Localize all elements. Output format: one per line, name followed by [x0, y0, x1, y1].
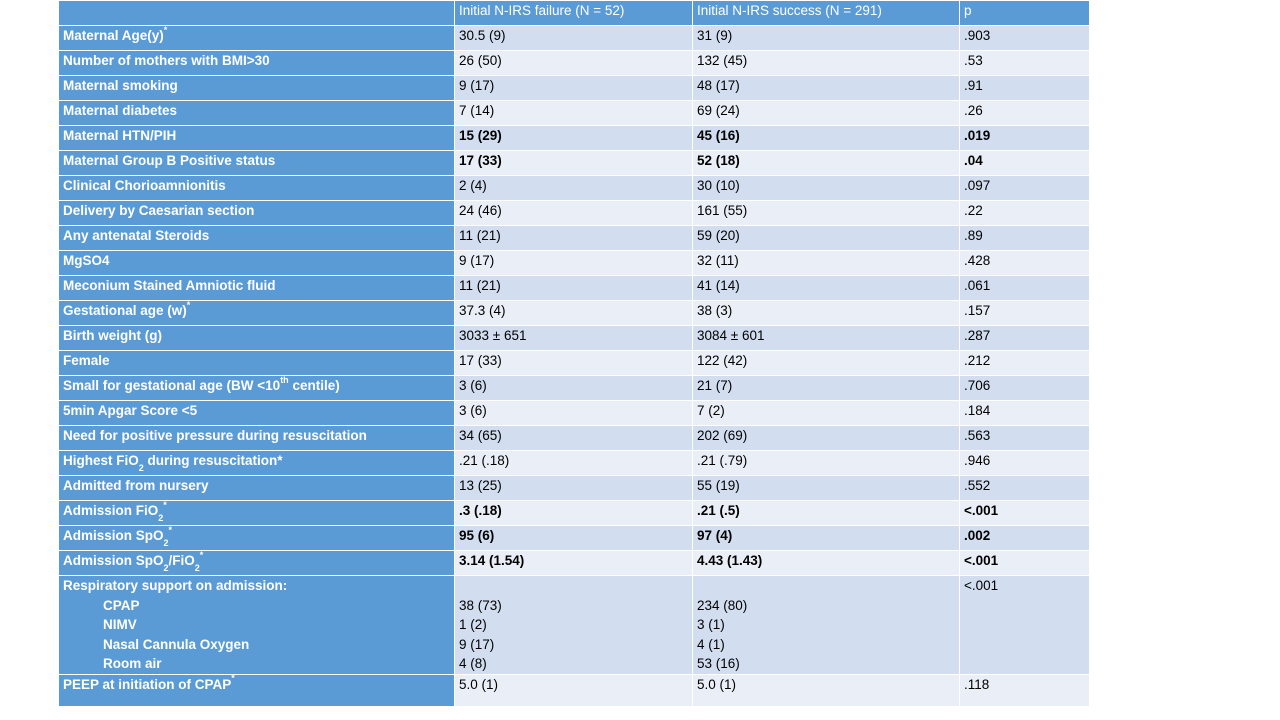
label-text: /FiO: [168, 553, 195, 568]
label-text: during resuscitation*: [143, 453, 283, 468]
label-text: 5min Apgar Score <5: [63, 403, 198, 418]
label-text: Meconium Stained Amniotic fluid: [63, 278, 276, 293]
label-superscript: th: [280, 375, 289, 385]
table-row: [59, 451, 1090, 476]
label-subscript: 2: [163, 562, 169, 573]
cell-p: .89: [960, 226, 1090, 251]
row-label: [59, 276, 455, 301]
label-subscript: 2: [194, 562, 200, 573]
label-text: Maternal Group B Positive status: [63, 153, 276, 168]
label-text: Any antenatal Steroids: [63, 228, 210, 243]
row-label: [59, 401, 455, 426]
table-row: [59, 351, 1090, 376]
header-cell-variable: [59, 1, 455, 26]
cell-p: .184: [960, 401, 1090, 426]
cell-value: 4 (8): [459, 656, 487, 671]
table-row: [59, 251, 1090, 276]
label-text: Respiratory support on admission:: [63, 578, 288, 593]
cell-failure: [455, 576, 693, 675]
cell-failure: 7 (14): [455, 101, 693, 126]
cell-failure: 15 (29): [455, 126, 693, 151]
label-superscript: *: [231, 674, 235, 683]
table-row: [59, 51, 1090, 76]
cell-success: 3084 ± 601: [693, 326, 960, 351]
cell-failure: 3 (6): [455, 376, 693, 401]
table-body: [59, 26, 1090, 707]
label-text: Admitted from nursery: [63, 478, 209, 493]
cell-failure: .3 (.18): [455, 501, 693, 526]
label-text: Maternal Age(y): [63, 28, 164, 43]
cell-p: .002: [960, 526, 1090, 551]
label-text: centile): [288, 378, 340, 393]
cell-p: <.001: [960, 551, 1090, 576]
cell-failure: 30.5 (9): [455, 26, 693, 51]
label-superscript: *: [199, 550, 204, 560]
cell-p: .212: [960, 351, 1090, 376]
cell-p: .22: [960, 201, 1090, 226]
table-row: [59, 151, 1090, 176]
cell-success: 202 (69): [693, 426, 960, 451]
label-text: Admission SpO: [63, 528, 164, 543]
cell-p: .287: [960, 326, 1090, 351]
cell-p: .903: [960, 26, 1090, 51]
label-superscript: *: [186, 300, 191, 310]
label-text: Highest FiO: [63, 453, 139, 468]
cell-p: .097: [960, 176, 1090, 201]
table-row: [59, 76, 1090, 101]
cell-success: 4.43 (1.43): [693, 551, 960, 576]
cell-value: 38 (73): [459, 597, 502, 613]
row-label: [59, 51, 455, 76]
cell-failure: 9 (17): [455, 251, 693, 276]
cell-success: 132 (45): [693, 51, 960, 76]
table-row: [59, 176, 1090, 201]
cell-p: .26: [960, 101, 1090, 126]
label-text: Number of mothers with BMI>30: [63, 53, 270, 68]
label-superscript: *: [163, 500, 167, 510]
cell-failure: 24 (46): [455, 201, 693, 226]
cell-success: 122 (42): [693, 351, 960, 376]
row-label: [59, 476, 455, 501]
label-superscript: *: [168, 525, 173, 535]
row-label: [59, 26, 455, 51]
cell-failure: 95 (6): [455, 526, 693, 551]
cell-failure: 26 (50): [455, 51, 693, 76]
cell-success: 31 (9): [693, 26, 960, 51]
cell-p: .428: [960, 251, 1090, 276]
row-label: [59, 126, 455, 151]
cell-success: 30 (10): [693, 176, 960, 201]
cell-value: 9 (17): [459, 636, 495, 652]
table-row: [59, 501, 1090, 526]
row-label: [59, 451, 455, 476]
cell-p: .552: [960, 476, 1090, 501]
cell-success: 41 (14): [693, 276, 960, 301]
table-row: [59, 301, 1090, 326]
label-text: Need for positive pressure during resuscitation: [63, 428, 367, 443]
data-table: [58, 0, 1090, 707]
cell-failure: 3033 ± 651: [455, 326, 693, 351]
table-row: [59, 101, 1090, 126]
cell-success: 38 (3): [693, 301, 960, 326]
label-text: Maternal diabetes: [63, 103, 178, 118]
label-text: Maternal smoking: [63, 78, 178, 93]
cell-failure: 2 (4): [455, 176, 693, 201]
cell-p: .53: [960, 51, 1090, 76]
table-row: [59, 26, 1090, 51]
row-label: [59, 251, 455, 276]
label-text: Admission FiO: [63, 503, 159, 518]
label-text: MgSO4: [63, 253, 110, 268]
label-subscript: 2: [163, 537, 169, 548]
row-label: [59, 301, 455, 326]
cell-p: .563: [960, 426, 1090, 451]
header-cell-failure: Initial N-IRS failure (N = 52): [455, 1, 693, 26]
table-row: [59, 551, 1090, 576]
cell-success: 69 (24): [693, 101, 960, 126]
table-row: [59, 426, 1090, 451]
cell-failure: 13 (25): [455, 476, 693, 501]
cell-p: .157: [960, 301, 1090, 326]
cell-p: .706: [960, 376, 1090, 401]
sub-label-text: Room air: [103, 656, 162, 671]
sub-label-text: NIMV: [103, 617, 137, 632]
table-row: [59, 126, 1090, 151]
label-text: Small for gestational age (BW <10: [63, 378, 281, 393]
row-label: [59, 176, 455, 201]
cell-failure: 9 (17): [455, 76, 693, 101]
cell-p: .91: [960, 76, 1090, 101]
spacer: [697, 576, 955, 596]
cell-success: 45 (16): [693, 126, 960, 151]
cell-failure: 34 (65): [455, 426, 693, 451]
label-text: Birth weight (g): [63, 328, 162, 343]
cell-failure: 17 (33): [455, 351, 693, 376]
row-label: [59, 376, 455, 401]
cell-failure: 3.14 (1.54): [455, 551, 693, 576]
label-text: Maternal HTN/PIH: [63, 128, 177, 143]
cell-p: .061: [960, 276, 1090, 301]
cell-p: .04: [960, 151, 1090, 176]
cell-success: 7 (2): [693, 401, 960, 426]
table-row: [59, 476, 1090, 501]
label-text: Delivery by Caesarian section: [63, 203, 255, 218]
table-row: [59, 201, 1090, 226]
cell-failure: .21 (.18): [455, 451, 693, 476]
row-label: [59, 501, 455, 526]
cell-p: <.001: [960, 576, 1090, 675]
row-label: [59, 551, 455, 576]
cell-p: .019: [960, 126, 1090, 151]
row-label: [59, 101, 455, 126]
sub-label-text: CPAP: [103, 597, 140, 613]
cell-value: 1 (2): [459, 617, 487, 632]
cell-failure: 11 (21): [455, 226, 693, 251]
cell-value: 53 (16): [697, 656, 740, 671]
cell-value: 4 (1): [697, 636, 725, 652]
header-row: [59, 1, 1090, 26]
table-row: [59, 226, 1090, 251]
cell-failure: 3 (6): [455, 401, 693, 426]
label-text: Female: [63, 353, 110, 368]
cell-value: 234 (80): [697, 597, 748, 613]
row-label: [59, 674, 455, 706]
label-subscript: 2: [158, 512, 164, 523]
row-label: [59, 226, 455, 251]
cell-success: 59 (20): [693, 226, 960, 251]
cell-success: 5.0 (1): [693, 674, 960, 706]
table-row-respiratory: [59, 576, 1090, 675]
row-label: [59, 76, 455, 101]
cell-failure: 11 (21): [455, 276, 693, 301]
table-row: [59, 326, 1090, 351]
cell-success: 21 (7): [693, 376, 960, 401]
table-row: [59, 276, 1090, 301]
cell-p: .118: [960, 674, 1090, 706]
row-label: [59, 526, 455, 551]
cell-success: 32 (11): [693, 251, 960, 276]
cell-success: .21 (.79): [693, 451, 960, 476]
row-label: [59, 426, 455, 451]
sub-label-text: Nasal Cannula Oxygen: [103, 636, 250, 652]
cell-success: .21 (.5): [693, 501, 960, 526]
cell-p: .946: [960, 451, 1090, 476]
cell-value: 3 (1): [697, 617, 725, 632]
cell-success: 48 (17): [693, 76, 960, 101]
cell-success: 52 (18): [693, 151, 960, 176]
label-text: Clinical Chorioamnionitis: [63, 178, 226, 193]
row-label: [59, 326, 455, 351]
cell-failure: 37.3 (4): [455, 301, 693, 326]
table-row-peep: [59, 674, 1090, 706]
label-subscript: 2: [138, 462, 144, 473]
label-text: Gestational age (w): [63, 303, 187, 318]
row-label: [59, 351, 455, 376]
row-label: [59, 151, 455, 176]
label-text: Admission SpO: [63, 553, 164, 568]
cell-failure: 17 (33): [455, 151, 693, 176]
table-row: [59, 401, 1090, 426]
row-label: [59, 201, 455, 226]
cell-success: 161 (55): [693, 201, 960, 226]
table-row: [59, 526, 1090, 551]
label-text: PEEP at initiation of CPAP: [63, 676, 232, 692]
cell-p: <.001: [960, 501, 1090, 526]
cell-failure: 5.0 (1): [455, 674, 693, 706]
table-row: [59, 376, 1090, 401]
cell-success: 55 (19): [693, 476, 960, 501]
spacer: [459, 576, 688, 596]
row-label: [59, 576, 455, 675]
label-superscript: *: [163, 25, 168, 35]
cell-success: [693, 576, 960, 675]
cell-success: 97 (4): [693, 526, 960, 551]
header-cell-p: p: [960, 1, 1090, 26]
header-cell-success: Initial N-IRS success (N = 291): [693, 1, 960, 26]
